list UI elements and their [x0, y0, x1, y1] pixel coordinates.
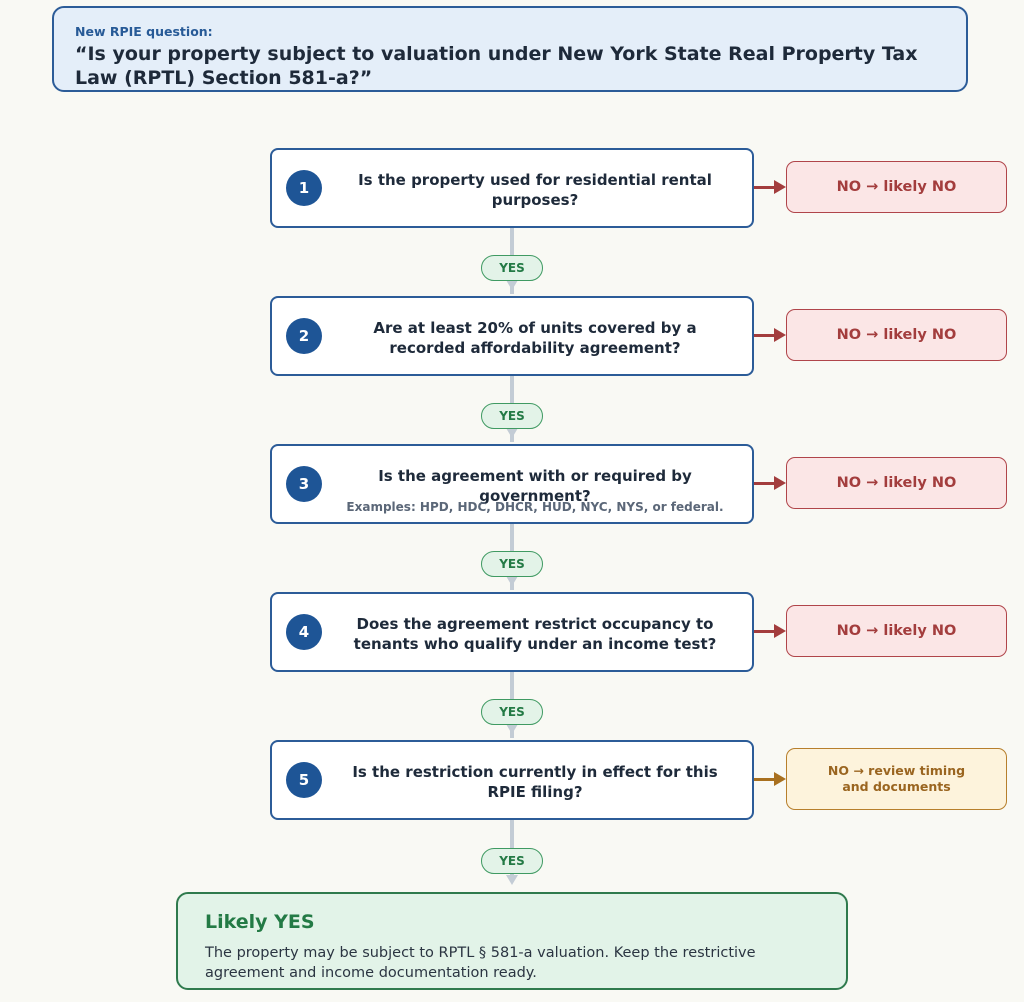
yes-badge-4: YES: [481, 699, 543, 725]
yes-badge-1: YES: [481, 255, 543, 281]
step-examples: Examples: HPD, HDC, DHCR, HUD, NYC, NYS, or federal.: [346, 500, 724, 514]
down-arrow-icon: [506, 280, 518, 290]
step-4-box: [270, 592, 754, 672]
yes-badge-2: YES: [481, 403, 543, 429]
step-question: Is the restriction currently in effect for this RPIE filing?: [352, 763, 718, 801]
question-header: [52, 6, 968, 92]
right-arrow-icon: [774, 328, 786, 342]
step-question: Is the agreement with or required by government?: [378, 467, 692, 505]
header-question: “Is your property subject to valuation under New York State Real Property Tax Law (RPTL) Section 581-a?”: [75, 43, 918, 89]
step-3-box: [270, 444, 754, 524]
result-box: [176, 892, 848, 990]
step-5-box: [270, 740, 754, 820]
no-branch-line-4: [754, 630, 776, 633]
step-question: Is the property used for residential rental purposes?: [358, 171, 712, 209]
step-number-badge: 5: [286, 762, 322, 798]
no-branch-line-2: [754, 334, 776, 337]
no-branch-line-5: [754, 778, 776, 781]
no-branch-line-1: [754, 186, 776, 189]
right-arrow-icon: [774, 772, 786, 786]
no-outcome-2: NO → likely NO: [786, 309, 1007, 361]
result-title: Likely YES: [205, 911, 315, 933]
down-arrow-icon: [506, 576, 518, 586]
step-1-box: [270, 148, 754, 228]
step-number-badge: 1: [286, 170, 322, 206]
down-arrow-icon: [506, 875, 518, 885]
step-number-badge: 4: [286, 614, 322, 650]
yes-badge-3: YES: [481, 551, 543, 577]
no-branch-line-3: [754, 482, 776, 485]
right-arrow-icon: [774, 180, 786, 194]
right-arrow-icon: [774, 624, 786, 638]
no-outcome-4: NO → likely NO: [786, 605, 1007, 657]
header-kicker: New RPIE question:: [75, 24, 213, 39]
no-outcome-3: NO → likely NO: [786, 457, 1007, 509]
no-outcome-5: NO → review timing and documents: [786, 748, 1007, 810]
step-number-badge: 3: [286, 466, 322, 502]
step-number-badge: 2: [286, 318, 322, 354]
step-2-box: [270, 296, 754, 376]
no-outcome-1: NO → likely NO: [786, 161, 1007, 213]
yes-badge-5: YES: [481, 848, 543, 874]
down-arrow-icon: [506, 428, 518, 438]
step-question: Does the agreement restrict occupancy to tenants who qualify under an income test?: [353, 615, 717, 653]
right-arrow-icon: [774, 476, 786, 490]
result-body: The property may be subject to RPTL § 581-a valuation. Keep the restrictive agreement and income documentation ready.: [205, 945, 756, 981]
step-question: Are at least 20% of units covered by a recorded affordability agreement?: [373, 319, 697, 357]
down-arrow-icon: [506, 724, 518, 734]
